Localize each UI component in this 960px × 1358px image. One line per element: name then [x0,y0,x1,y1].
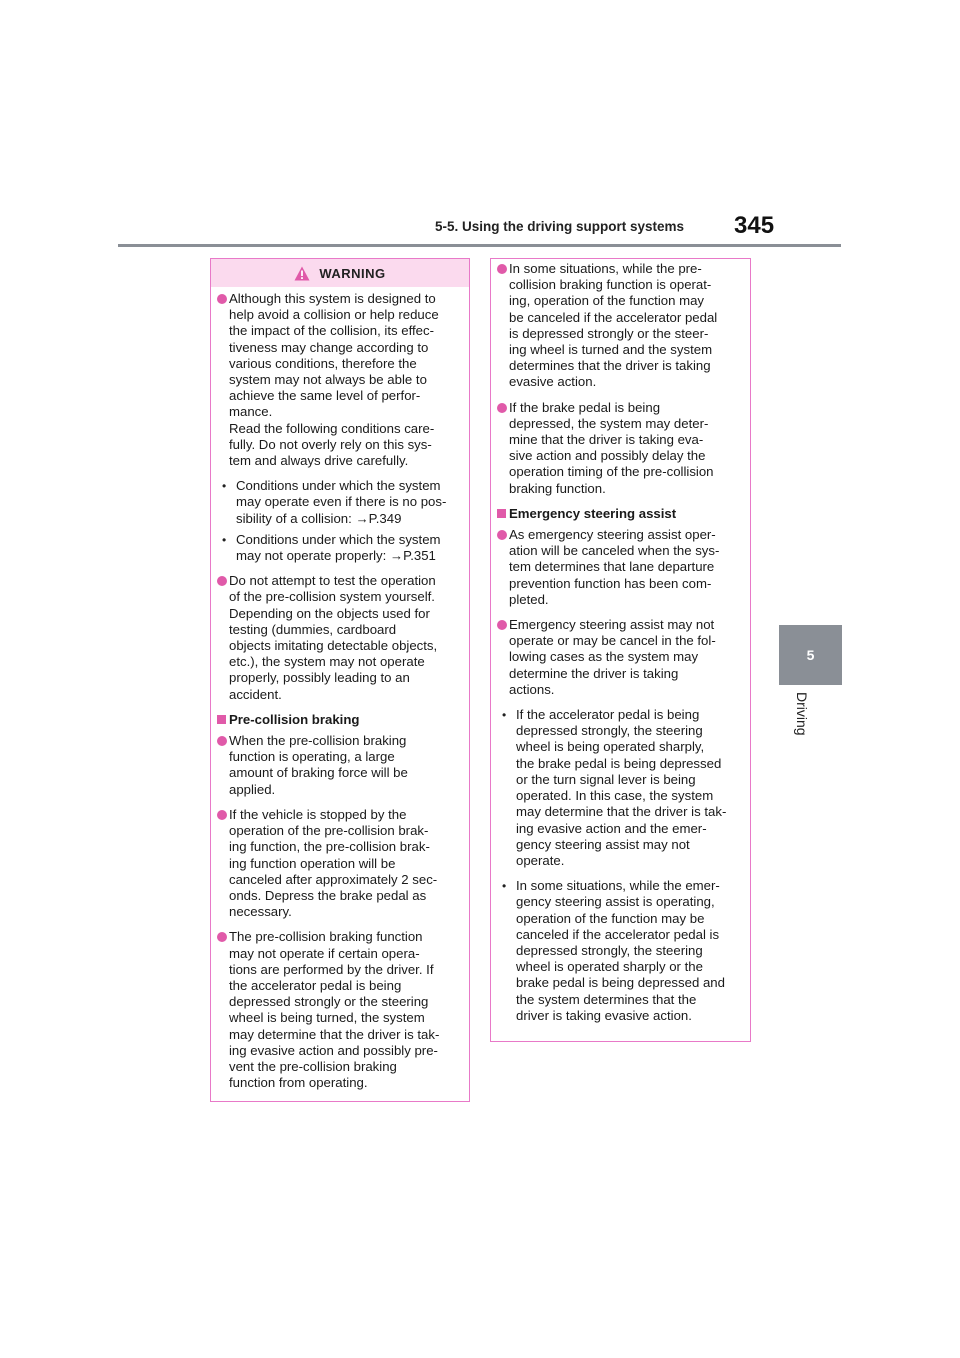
section-title: 5-5. Using the driving support systems [435,219,685,234]
bullet-circle-icon [217,736,227,746]
bullet-circle-icon [497,264,507,274]
warning-item-circle: If the vehicle is stopped by the operation of the pre-collision brak- ing function, the pre-collision brak- ing function operation will be canceled after approximately 2 sec- onds. Depress the brake pedal as necessary. [218,807,461,920]
warning-item-dot: • If the accelerator pedal is being depressed strongly, the steering wheel is being operated sharply, the brake pedal is being depressed or the turn signal lever is being operated. In this case, the system may determine that the driver is tak- ing evasive action and the emer- gency steering assist may not operate. [502,707,727,868]
bullet-square-icon [217,715,226,724]
warning-item-dot: • Conditions under which the system may not operate properly: →P.351 [222,531,441,564]
warning-item-circle: The pre-collision braking function may not operate if certain opera- tions are performed by the driver. If the accelerator pedal is being depressed strongly or the steering wheel is being turned, the system may determine that the driver is tak- ing evasive action and possibly pre- vent the pre-collision braking function from operating. [218,929,461,1091]
warning-title: WARNING [319,265,386,281]
bullet-dot-icon: • [222,532,227,547]
warning-item-circle: Although this system is designed to help avoid a collision or help reduce the impact of the collision, its effec- tiveness may change according to various conditions, therefore the system may not always be able to achieve the same level of perfor- mance. Read the following conditions care- fully. Do not overly rely on this sys- tem and always drive carefully. [218,291,461,469]
warning-item-circle: If the brake pedal is being depressed, the system may deter- mine that the driver is taking eva- sive action and possibly delay the operation timing of the pre-collision braking function. [498,400,742,497]
bullet-circle-icon [217,294,227,304]
chapter-label: Driving [794,692,810,736]
warning-item-dot: • In some situations, while the emer- gency steering assist is operating, operation of the function may be canceled if the accelerator pedal is depressed strongly, the steering wheel is operated sharply or the brake pedal is being depressed and the system determines that the driver is taking evasive action. [502,878,725,1023]
warning-box-right [490,258,751,1042]
warning-title-bar [211,259,469,287]
warning-subheading: Emergency steering assist [498,506,742,522]
bullet-dot-icon: • [222,479,227,494]
warning-triangle-icon [294,266,310,281]
bullet-circle-icon [217,932,227,942]
bullet-circle-icon [217,810,227,820]
bullet-circle-icon [217,576,227,586]
warning-item-circle: In some situations, while the pre- collision braking function is operat- ing, operation of the function may be canceled if the accelerator pedal is depressed strongly or the steer- ing wheel is turned and the system determines that the driver is taking evasive action. [498,261,742,391]
bullet-circle-icon [497,403,507,413]
page-number: 345 [734,212,775,239]
bullet-square-icon [497,509,506,518]
warning-box-left [210,258,470,1102]
bullet-circle-icon [497,530,507,540]
header-divider [118,244,841,247]
bullet-circle-icon [497,620,507,630]
warning-item-circle: As emergency steering assist oper- ation will be canceled when the sys- tem determines that lane departure prevention function has been com- pleted. [498,527,742,608]
bullet-dot-icon: • [502,708,507,723]
warning-item-circle: Emergency steering assist may not operate or may be cancel in the fol- lowing cases as the system may determine the driver is taking actions. [498,617,742,698]
warning-item-circle: Do not attempt to test the operation of the pre-collision system yourself. Depending on the objects used for testing (dummies, cardboard objects imitating detectable objects, etc.), the system may not operate properly, possibly leading to an accident. [218,573,461,703]
warning-item-circle: When the pre-collision braking function is operating, a large amount of braking force will be applied. [218,733,461,798]
warning-item-dot: • Conditions under which the system may operate even if there is no pos- sibility of a collision: →P.349 [222,478,447,526]
warning-subheading: Pre-collision braking [218,712,461,728]
bullet-dot-icon: • [502,879,507,894]
chapter-number-tab[interactable]: 5 [779,625,842,685]
